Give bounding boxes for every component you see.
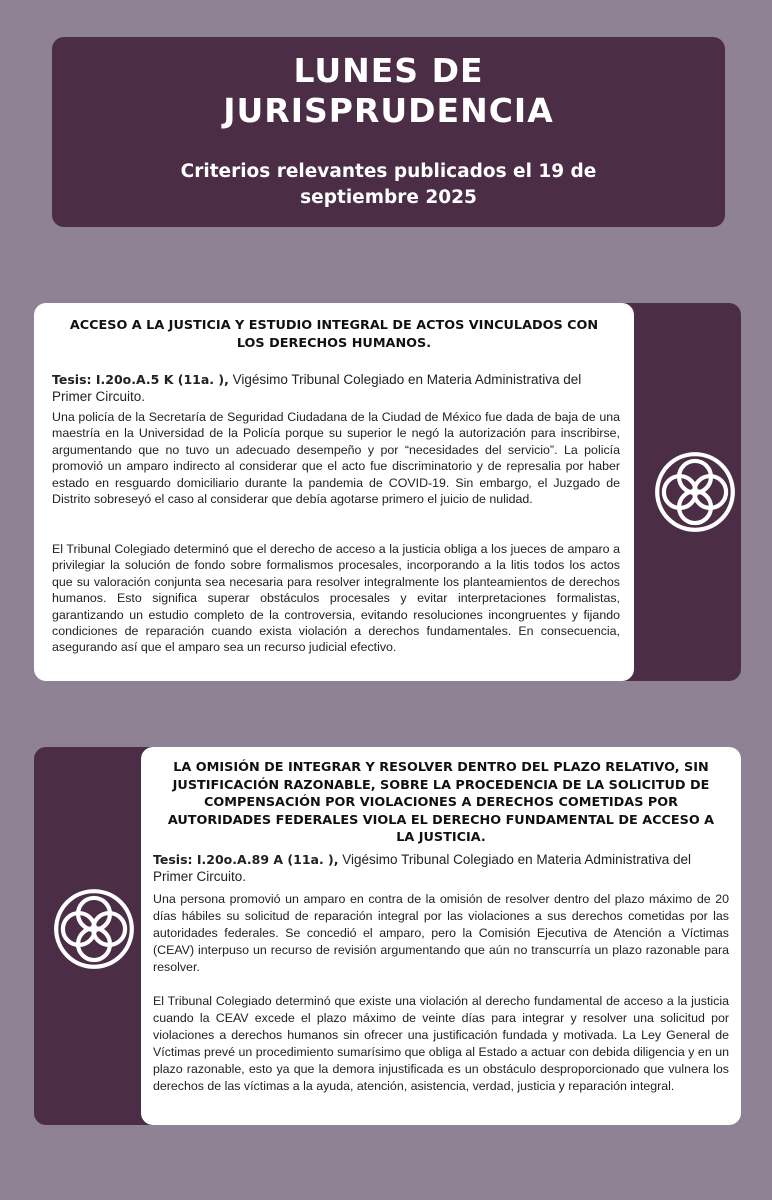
- page-subtitle: Criterios relevantes publicados el 19 de septiembre 2025: [180, 161, 597, 208]
- card-1: [34, 303, 634, 681]
- card-2-tesis: [153, 851, 729, 885]
- card-2-paragraph-2: El Tribunal Colegiado determinó que existe una violación al derecho fundamental de acceso a la justicia cuando la CEAV excede el plazo máximo de veinte días para integrar y resolver una solicitud por violaciones a derechos humanos sin ofrecer una justificación fundada y motivada. La Ley General de Víctimas prevé un procedimiento sumarísimo que obliga al Estado a actuar con debida diligencia y en un plazo razonable, esto ya que la demora injustificada es un obstáculo desproporcionado que vulnera los derechos de las víctimas a la ayuda, atención, asistencia, verdad, justicia y reparación integral.: [153, 994, 729, 1093]
- interlaced-circles-logo-icon: [52, 887, 136, 971]
- card-2: [141, 747, 741, 1125]
- card-2-tesis-code: Tesis: I.20o.A.89 A (11a. ),: [153, 852, 339, 867]
- card-1-tesis-code: Tesis: I.20o.A.5 K (11a. ),: [52, 372, 229, 387]
- card-2-tesis-court: Vigésimo Tribunal Colegiado en Materia Administrativa del Primer Circuito.: [153, 852, 691, 884]
- card-1-tesis-court: Vigésimo Tribunal Colegiado en Materia Administrativa del Primer Circuito.: [52, 372, 582, 404]
- page-title: LUNES DE JURISPRUDENCIA: [223, 51, 554, 130]
- header-banner: [52, 37, 725, 227]
- card-1-tesis: [52, 371, 620, 405]
- interlaced-circles-logo-icon: [653, 450, 737, 534]
- card-1-paragraph-2: El Tribunal Colegiado determinó que el derecho de acceso a la justicia obliga a los jueces de amparo a privilegiar la solución de fondo sobre formalismos procesales, incorporando a la litis todos los actos que su valoración conjunta sea necesaria para resolver integralmente los planteamientos de derechos humanos. Esto significa superar obstáculos procesales y evitar interpretaciones formalistas, garantizando un estudio completo de la controversia, evitando resoluciones incongruentes y fijando condiciones de reparación cuando exista violación a derechos fundamentales. En consecuencia, asegurando así que el amparo sea un recurso judicial efectivo.: [52, 542, 620, 655]
- card-2-paragraph-1: Una persona promovió un amparo en contra de la omisión de resolver dentro del plazo máximo de 20 días hábiles su solicitud de reparación integral por las violaciones a sus derechos cometidas por las autoridades federales. Se concedió el amparo, pero la Comisión Ejecutiva de Atención a Víctimas (CEAV) interpuso un recurso de revisión argumentando que aún no transcurría un plazo razonable para resolver.: [153, 892, 729, 974]
- card-1-paragraph-1: Una policía de la Secretaría de Seguridad Ciudadana de la Ciudad de México fue dada de baja de una maestría en la Universidad de la Policía porque su superior le negó la autorización para inscribirse, argumentando que no tuvo un adecuado desempeño y por “necesidades del servicio”. La policía promovió un amparo indirecto al considerar que el acto fue discriminatorio y de represalia por haber estado en resguardo domiciliario durante la pandemia de COVID-19. Sin embargo, el Juzgado de Distrito sobreseyó el caso al considerar que debía agotarse primero el juicio de nulidad.: [52, 410, 620, 507]
- card-2-title: LA OMISIÓN DE INTEGRAR Y RESOLVER DENTRO DEL PLAZO RELATIVO, SIN JUSTIFICACIÓN RAZONABLE, SOBRE LA PROCEDENCIA DE LA SOLICITUD DE COMPENSACIÓN POR VIOLACIONES A DERECHOS COMETIDAS POR AUTORIDADES FEDERALES VIOLA EL DERECHO FUNDAMENTAL DE ACCESO A LA JUSTICIA.: [167, 760, 715, 845]
- card-1-title: ACCESO A LA JUSTICIA Y ESTUDIO INTEGRAL DE ACTOS VINCULADOS CON LOS DERECHOS HUMANOS.: [69, 318, 599, 351]
